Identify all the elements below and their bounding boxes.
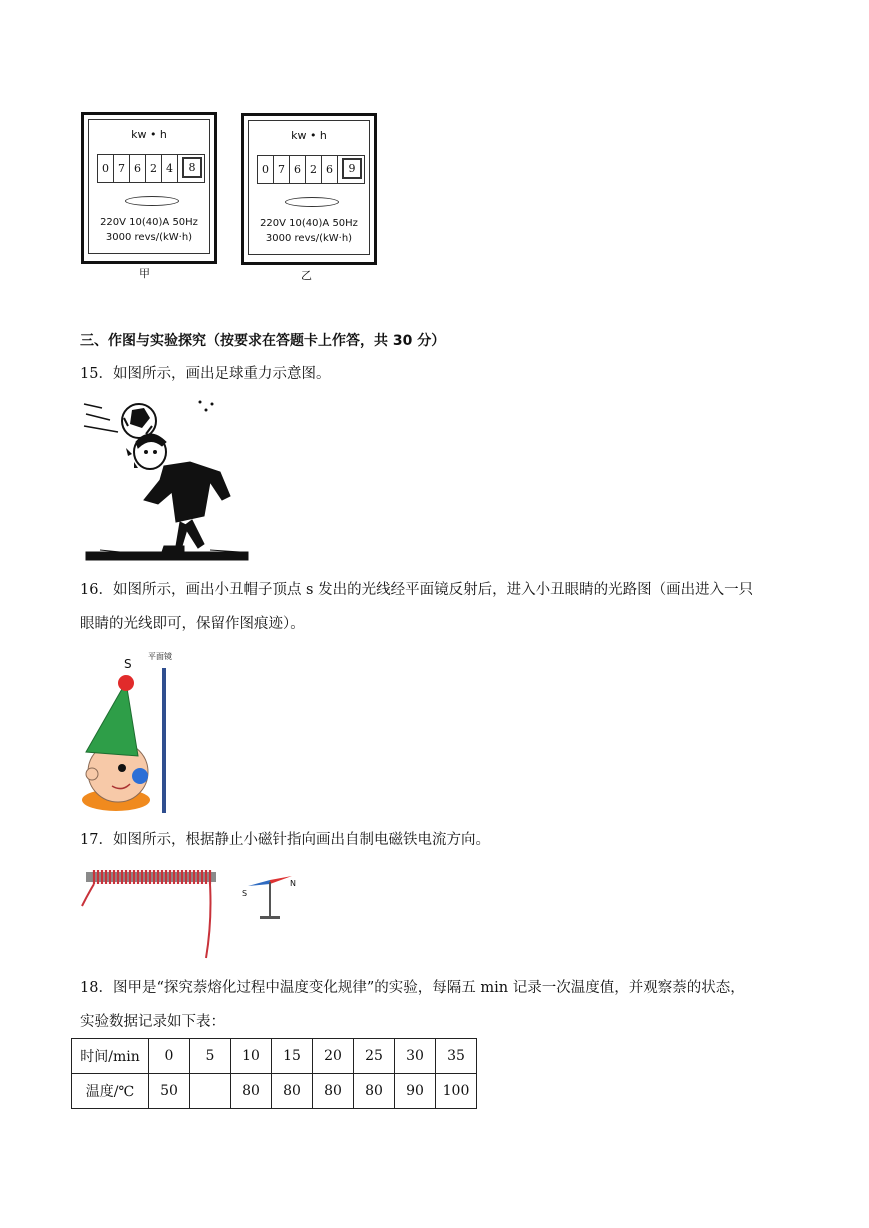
- table-cell: 80: [313, 1074, 354, 1109]
- meter-caption: 甲: [139, 267, 150, 280]
- question-17: 17．如图所示，根据静止小磁针指向画出自制电磁铁电流方向。: [80, 832, 490, 848]
- table-cell: 5: [190, 1039, 231, 1074]
- motion-lines: [84, 404, 118, 432]
- table-row: [72, 1039, 477, 1074]
- soccer-ball: [122, 404, 156, 438]
- table-cell: 50: [149, 1074, 190, 1109]
- table-header-time: 时间/min: [72, 1039, 149, 1074]
- meter-decimal-digit: 9: [342, 158, 362, 179]
- meter-decimal-digit: 8: [182, 157, 202, 178]
- table-cell: 0: [149, 1039, 190, 1074]
- electromagnet-figure: [80, 862, 310, 962]
- meter-face: [88, 119, 210, 254]
- meter-spec: 220V 10(40)A 50Hz: [260, 218, 358, 229]
- clown-nose: [132, 768, 148, 784]
- table-cell: 30: [395, 1039, 436, 1074]
- mirror-label: 平面镜: [148, 652, 172, 661]
- table-cell: 25: [354, 1039, 395, 1074]
- table-cell: 90: [395, 1074, 436, 1109]
- meter-digit: 6: [322, 156, 338, 183]
- meter-jia: [81, 112, 217, 264]
- meter-digit: 0: [258, 156, 274, 183]
- table-row: [72, 1074, 477, 1109]
- meter-digit: 7: [114, 155, 130, 182]
- question-15: 15．如图所示，画出足球重力示意图。: [80, 366, 331, 382]
- meter-yi: [241, 113, 377, 265]
- meter-spec: 220V 10(40)A 50Hz: [100, 217, 198, 228]
- plane-mirror: [162, 668, 166, 813]
- table-cell: 80: [272, 1074, 313, 1109]
- meter-unit: kw • h: [291, 129, 327, 142]
- clown-figure: [80, 648, 200, 816]
- magnetic-needle: [242, 876, 296, 919]
- meter-digit: 0: [98, 155, 114, 182]
- table-cell: 80: [231, 1074, 272, 1109]
- meter-digit: 2: [306, 156, 322, 183]
- player: [86, 434, 248, 560]
- point-s-label: S: [124, 657, 132, 671]
- question-16-line2: 眼睛的光线即可，保留作图痕迹）。: [80, 616, 305, 632]
- table-cell: 35: [436, 1039, 477, 1074]
- clown-ear: [86, 768, 98, 780]
- table-cell: [190, 1074, 231, 1109]
- table-cell: 15: [272, 1039, 313, 1074]
- question-16-line1: 16．如图所示，画出小丑帽子顶点 s 发出的光线经平面镜反射后，进入小丑眼睛的光路图（画出进入一只: [80, 582, 754, 598]
- clown-hat: [86, 682, 138, 756]
- meter-caption: 乙: [301, 269, 312, 282]
- meter-unit: kw • h: [131, 128, 167, 141]
- meter-digit: 2: [146, 155, 162, 182]
- wire-left: [82, 884, 94, 906]
- meter-disc-window: [285, 197, 339, 207]
- table-cell: 80: [354, 1074, 395, 1109]
- meter-digit: 7: [274, 156, 290, 183]
- needle-s-label: S: [242, 889, 248, 898]
- meter-digits: [257, 155, 365, 184]
- table-cell: 20: [313, 1039, 354, 1074]
- meter-disc-window: [125, 196, 179, 206]
- meter-digit: 4: [162, 155, 178, 182]
- section-heading: 三、作图与实验探究（按要求在答题卡上作答，共 30 分）: [80, 333, 446, 349]
- wire-right: [206, 884, 211, 958]
- question-18-line2: 实验数据记录如下表：: [80, 1014, 225, 1030]
- needle-n-label: N: [290, 879, 296, 888]
- meter-spec: 3000 revs/(kW·h): [265, 233, 353, 244]
- meter-digit: 6: [290, 156, 306, 183]
- soccer-figure: [80, 396, 252, 566]
- table-cell: 10: [231, 1039, 272, 1074]
- table-header-temp: 温度/℃: [72, 1074, 149, 1109]
- temperature-table: [71, 1038, 477, 1109]
- question-18-line1: 18．图甲是“探究萘熔化过程中温度变化规律”的实验，每隔五 min 记录一次温度值，并观察萘的状态，: [80, 980, 745, 996]
- meter-digits: [97, 154, 205, 183]
- meter-face: [248, 120, 370, 255]
- clown-eye: [118, 764, 126, 772]
- meter-digit: 6: [130, 155, 146, 182]
- meter-spec: 3000 revs/(kW·h): [105, 232, 193, 243]
- table-cell: 100: [436, 1074, 477, 1109]
- hat-pompom: [118, 675, 134, 691]
